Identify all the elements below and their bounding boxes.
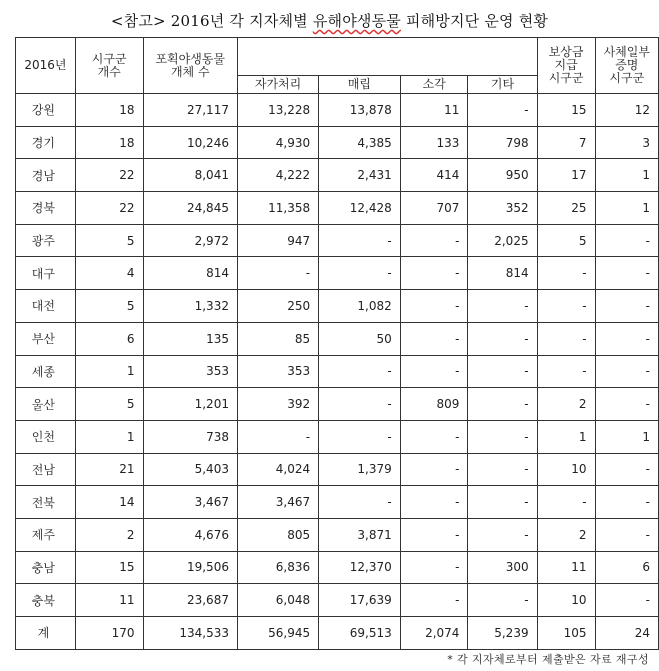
- table-row: [16, 388, 659, 421]
- cell-comp: 15: [537, 94, 595, 127]
- cell-count: 1: [75, 355, 143, 388]
- cell-count: 5: [75, 388, 143, 421]
- cell-region: 부산: [16, 322, 76, 355]
- cell-bury: -: [319, 486, 401, 519]
- cell-self: 4,930: [237, 126, 318, 159]
- cell-self: 13,228: [237, 94, 318, 127]
- cell-burn: 707: [400, 192, 468, 225]
- footnote: * 각 지자체로부터 제출받은 자료 재구성: [447, 653, 649, 666]
- cell-self: 805: [237, 518, 318, 551]
- cell-comp: -: [537, 355, 595, 388]
- cell-burn: -: [400, 453, 468, 486]
- cell-region: 광주: [16, 224, 76, 257]
- cell-other: 300: [468, 551, 537, 584]
- header-burn: 소각: [400, 76, 468, 94]
- cell-count: 14: [75, 486, 143, 519]
- cell-count: 5: [75, 224, 143, 257]
- header-proof: 사체일부 증명 시구군: [595, 38, 658, 94]
- cell-count: 11: [75, 584, 143, 617]
- header-captured: 포획야생동물 개체 수: [143, 38, 237, 94]
- table-body: [16, 94, 659, 650]
- cell-proof: -: [595, 518, 658, 551]
- cell-bury: 69,513: [319, 617, 401, 650]
- table-row: [16, 159, 659, 192]
- cell-other: 2,025: [468, 224, 537, 257]
- cell-burn: 809: [400, 388, 468, 421]
- cell-proof: -: [595, 257, 658, 290]
- table-row: [16, 551, 659, 584]
- table-row: [16, 322, 659, 355]
- cell-self: 392: [237, 388, 318, 421]
- cell-other: 814: [468, 257, 537, 290]
- cell-count: 22: [75, 159, 143, 192]
- cell-captured: 134,533: [143, 617, 237, 650]
- table-row: [16, 224, 659, 257]
- cell-proof: -: [595, 453, 658, 486]
- cell-bury: -: [319, 420, 401, 453]
- cell-captured: 23,687: [143, 584, 237, 617]
- cell-comp: 2: [537, 518, 595, 551]
- cell-proof: -: [595, 355, 658, 388]
- cell-other: -: [468, 94, 537, 127]
- cell-burn: 133: [400, 126, 468, 159]
- cell-proof: -: [595, 224, 658, 257]
- cell-comp: 105: [537, 617, 595, 650]
- cell-other: -: [468, 355, 537, 388]
- cell-self: 11,358: [237, 192, 318, 225]
- cell-region: 경기: [16, 126, 76, 159]
- cell-burn: -: [400, 584, 468, 617]
- cell-region: 충북: [16, 584, 76, 617]
- cell-other: -: [468, 388, 537, 421]
- title-prefix: <참고> 2016년 각 지자체별: [110, 12, 313, 30]
- cell-burn: -: [400, 420, 468, 453]
- cell-other: 798: [468, 126, 537, 159]
- cell-burn: -: [400, 257, 468, 290]
- cell-bury: 17,639: [319, 584, 401, 617]
- cell-count: 21: [75, 453, 143, 486]
- cell-proof: 6: [595, 551, 658, 584]
- cell-comp: 25: [537, 192, 595, 225]
- cell-region: 제주: [16, 518, 76, 551]
- table-row: [16, 420, 659, 453]
- cell-bury: 4,385: [319, 126, 401, 159]
- cell-comp: 5: [537, 224, 595, 257]
- cell-bury: -: [319, 388, 401, 421]
- header-compensation: 보상금 지급 시구군: [537, 38, 595, 94]
- cell-comp: -: [537, 486, 595, 519]
- cell-region: 강원: [16, 94, 76, 127]
- total-row: [16, 617, 659, 650]
- cell-captured: 10,246: [143, 126, 237, 159]
- cell-comp: 10: [537, 453, 595, 486]
- cell-proof: 1: [595, 420, 658, 453]
- cell-burn: -: [400, 224, 468, 257]
- cell-count: 6: [75, 322, 143, 355]
- cell-burn: -: [400, 355, 468, 388]
- cell-bury: -: [319, 257, 401, 290]
- cell-bury: 1,082: [319, 290, 401, 323]
- cell-region: 경북: [16, 192, 76, 225]
- cell-count: 1: [75, 420, 143, 453]
- cell-captured: 353: [143, 355, 237, 388]
- cell-burn: 414: [400, 159, 468, 192]
- cell-proof: -: [595, 290, 658, 323]
- cell-region: 경남: [16, 159, 76, 192]
- title-suffix: 피해방지단 운영 현황: [400, 12, 549, 30]
- cell-count: 18: [75, 94, 143, 127]
- cell-other: -: [468, 518, 537, 551]
- table-row: [16, 518, 659, 551]
- cell-burn: -: [400, 486, 468, 519]
- cell-comp: 1: [537, 420, 595, 453]
- cell-comp: -: [537, 322, 595, 355]
- cell-comp: 10: [537, 584, 595, 617]
- cell-count: 22: [75, 192, 143, 225]
- header-bury: 매립: [319, 76, 401, 94]
- cell-region: 울산: [16, 388, 76, 421]
- cell-count: 18: [75, 126, 143, 159]
- cell-burn: -: [400, 290, 468, 323]
- header-row-1: [16, 38, 659, 76]
- cell-captured: 738: [143, 420, 237, 453]
- cell-bury: 3,871: [319, 518, 401, 551]
- cell-bury: 12,428: [319, 192, 401, 225]
- cell-bury: -: [319, 224, 401, 257]
- cell-region: 대전: [16, 290, 76, 323]
- header-disposal-group: [237, 38, 537, 76]
- cell-captured: 27,117: [143, 94, 237, 127]
- cell-captured: 5,403: [143, 453, 237, 486]
- cell-bury: 1,379: [319, 453, 401, 486]
- table-row: [16, 486, 659, 519]
- cell-proof: -: [595, 388, 658, 421]
- cell-self: 4,222: [237, 159, 318, 192]
- cell-other: 950: [468, 159, 537, 192]
- cell-burn: 11: [400, 94, 468, 127]
- cell-count: 4: [75, 257, 143, 290]
- cell-burn: -: [400, 322, 468, 355]
- table-row: [16, 192, 659, 225]
- cell-bury: 50: [319, 322, 401, 355]
- table-row: [16, 453, 659, 486]
- cell-self: 85: [237, 322, 318, 355]
- table-row: [16, 355, 659, 388]
- cell-region: 인천: [16, 420, 76, 453]
- cell-bury: -: [319, 355, 401, 388]
- cell-comp: 17: [537, 159, 595, 192]
- cell-region: 전남: [16, 453, 76, 486]
- cell-count: 2: [75, 518, 143, 551]
- header-count: 시구군 개수: [75, 38, 143, 94]
- cell-comp: 11: [537, 551, 595, 584]
- cell-self: 4,024: [237, 453, 318, 486]
- cell-self: -: [237, 257, 318, 290]
- cell-other: -: [468, 322, 537, 355]
- cell-self: 353: [237, 355, 318, 388]
- cell-other: -: [468, 420, 537, 453]
- header-self: 자가처리: [237, 76, 318, 94]
- cell-captured: 4,676: [143, 518, 237, 551]
- cell-region: 충남: [16, 551, 76, 584]
- cell-proof: -: [595, 322, 658, 355]
- cell-count: 170: [75, 617, 143, 650]
- cell-captured: 3,467: [143, 486, 237, 519]
- cell-region: 대구: [16, 257, 76, 290]
- cell-bury: 2,431: [319, 159, 401, 192]
- cell-captured: 8,041: [143, 159, 237, 192]
- cell-captured: 814: [143, 257, 237, 290]
- cell-comp: -: [537, 290, 595, 323]
- header-year: 2016년: [16, 38, 76, 94]
- cell-proof: -: [595, 486, 658, 519]
- cell-other: -: [468, 584, 537, 617]
- cell-proof: -: [595, 584, 658, 617]
- cell-captured: 24,845: [143, 192, 237, 225]
- cell-self: 947: [237, 224, 318, 257]
- cell-self: 250: [237, 290, 318, 323]
- cell-other: -: [468, 486, 537, 519]
- cell-burn: 2,074: [400, 617, 468, 650]
- cell-burn: -: [400, 551, 468, 584]
- cell-comp: 7: [537, 126, 595, 159]
- cell-region: 계: [16, 617, 76, 650]
- cell-proof: 24: [595, 617, 658, 650]
- cell-bury: 12,370: [319, 551, 401, 584]
- cell-burn: -: [400, 518, 468, 551]
- cell-self: 56,945: [237, 617, 318, 650]
- document-title: [0, 10, 659, 31]
- cell-captured: 19,506: [143, 551, 237, 584]
- cell-other: 352: [468, 192, 537, 225]
- title-highlight: 유해야생동물: [312, 12, 401, 30]
- cell-proof: 3: [595, 126, 658, 159]
- table-row: [16, 126, 659, 159]
- cell-proof: 1: [595, 159, 658, 192]
- cell-count: 15: [75, 551, 143, 584]
- cell-comp: 2: [537, 388, 595, 421]
- cell-region: 전북: [16, 486, 76, 519]
- cell-proof: 1: [595, 192, 658, 225]
- cell-self: 6,048: [237, 584, 318, 617]
- cell-self: -: [237, 420, 318, 453]
- cell-self: 3,467: [237, 486, 318, 519]
- cell-captured: 1,201: [143, 388, 237, 421]
- cell-region: 세종: [16, 355, 76, 388]
- table-row: [16, 584, 659, 617]
- header-other: 기타: [468, 76, 537, 94]
- cell-count: 5: [75, 290, 143, 323]
- table-row: [16, 257, 659, 290]
- cell-captured: 1,332: [143, 290, 237, 323]
- cell-proof: 12: [595, 94, 658, 127]
- cell-captured: 2,972: [143, 224, 237, 257]
- cell-self: 6,836: [237, 551, 318, 584]
- status-table: [15, 37, 659, 650]
- cell-other: -: [468, 290, 537, 323]
- table-row: [16, 94, 659, 127]
- table-row: [16, 290, 659, 323]
- cell-other: 5,239: [468, 617, 537, 650]
- cell-comp: -: [537, 257, 595, 290]
- cell-captured: 135: [143, 322, 237, 355]
- cell-other: -: [468, 453, 537, 486]
- cell-bury: 13,878: [319, 94, 401, 127]
